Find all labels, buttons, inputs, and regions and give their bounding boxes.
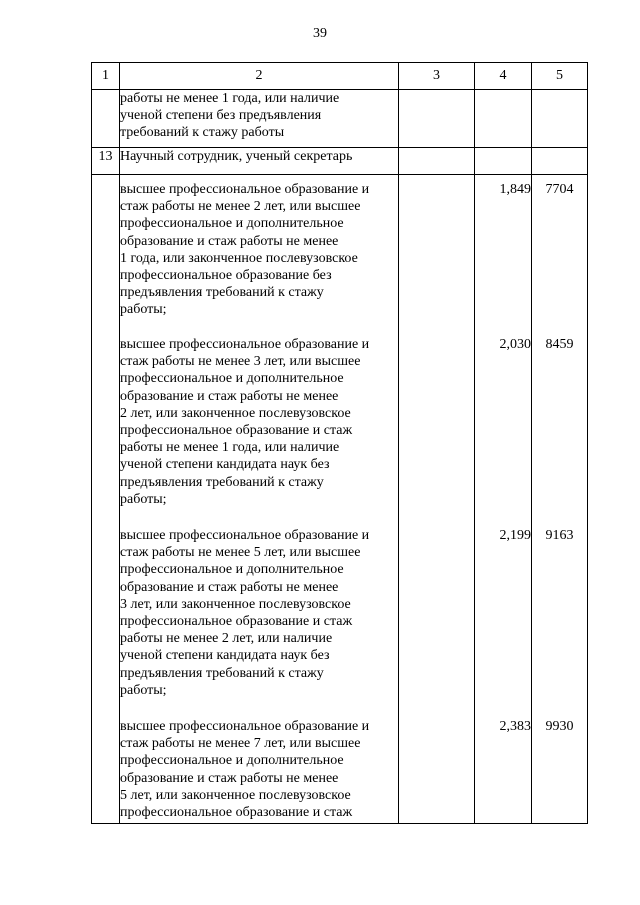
text-line: профессиональное и дополнительное <box>120 216 344 232</box>
entries-row <box>92 175 588 824</box>
entries-number <box>92 175 120 824</box>
text-line: профессиональное и дополнительное <box>120 562 344 578</box>
text-line: предъявления требований к стажу <box>120 285 324 301</box>
header-col-5: 5 <box>532 63 588 90</box>
coef-2: 2,030 <box>499 337 531 352</box>
text-line: работы не менее 2 лет, или наличие <box>120 631 333 647</box>
coef-3: 2,199 <box>499 528 531 543</box>
entry-text-3 <box>120 527 398 718</box>
header-col-4: 4 <box>475 63 532 90</box>
continuation-col-4 <box>475 90 532 148</box>
text-line: профессиональное образование и стаж <box>120 614 353 630</box>
text-line: работы не менее 1 года, или наличие <box>120 440 340 456</box>
text-line: ученой степени кандидата наук без <box>120 457 330 473</box>
text-line: работы не менее 1 года, или наличие <box>120 91 340 106</box>
page-number: 39 <box>313 26 327 41</box>
coef-1: 1,849 <box>499 182 531 197</box>
header-col-3: 3 <box>399 63 475 90</box>
text-line: ученой степени без предъявления <box>120 108 322 124</box>
salary-3: 9163 <box>545 528 574 543</box>
continuation-col-5 <box>532 90 588 148</box>
text-line: профессиональное образование без <box>120 268 332 284</box>
text-line: профессиональное образование и стаж <box>120 805 353 821</box>
text-line: 5 лет, или законченное послевузовское <box>120 787 351 803</box>
section-title: Научный сотрудник, ученый секретарь <box>120 148 399 175</box>
entry-text-1 <box>120 181 398 336</box>
text-line: профессиональное и дополнительное <box>120 753 344 769</box>
continuation-number <box>92 90 120 148</box>
text-line: работы; <box>120 302 167 318</box>
entry-text-2 <box>120 336 398 527</box>
text-line: ученой степени кандидата наук без <box>120 648 330 664</box>
coef-4: 2,383 <box>499 719 531 734</box>
entries-text <box>120 175 399 824</box>
entry-text-4 <box>120 718 398 821</box>
section-col-5 <box>532 148 588 175</box>
section-number: 13 <box>92 148 120 175</box>
text-line: высшее профессиональное образование и <box>120 528 370 543</box>
text-line: стаж работы не менее 2 лет, или высшее <box>120 199 361 215</box>
entries-coef <box>475 175 532 824</box>
section-row <box>92 148 588 175</box>
text-line: предъявления требований к стажу <box>120 474 324 490</box>
text-line: стаж работы не менее 5 лет, или высшее <box>120 545 361 561</box>
header-col-2: 2 <box>120 63 399 90</box>
text-line: образование и стаж работы не менее <box>120 579 339 595</box>
salary-4: 9930 <box>545 719 574 734</box>
salary-1: 7704 <box>545 182 574 197</box>
text-line: образование и стаж работы не менее <box>120 388 339 404</box>
text-line: образование и стаж работы не менее <box>120 233 339 249</box>
header-col-1: 1 <box>92 63 120 90</box>
continuation-row <box>92 90 588 148</box>
text-line: образование и стаж работы не менее <box>120 770 339 786</box>
salary-2: 8459 <box>545 337 574 352</box>
text-line: работы; <box>120 491 167 507</box>
continuation-col-3 <box>399 90 475 148</box>
entries-col-3 <box>399 175 475 824</box>
section-col-4 <box>475 148 532 175</box>
text-line: профессиональное образование и стаж <box>120 423 353 439</box>
text-line: стаж работы не менее 7 лет, или высшее <box>120 736 361 752</box>
text-line: профессиональное и дополнительное <box>120 371 344 387</box>
text-line: требований к стажу работы <box>120 125 285 141</box>
text-line: стаж работы не менее 3 лет, или высшее <box>120 354 361 370</box>
continuation-text <box>120 90 399 148</box>
text-line: работы; <box>120 682 167 698</box>
entries-salary <box>532 175 588 824</box>
section-col-3 <box>399 148 475 175</box>
text-line: высшее профессиональное образование и <box>120 337 370 352</box>
text-line: 2 лет, или законченное послевузовское <box>120 405 351 421</box>
text-line: высшее профессиональное образование и <box>120 182 370 197</box>
text-line: высшее профессиональное образование и <box>120 719 370 734</box>
header-row <box>92 63 588 90</box>
salary-table <box>91 62 588 824</box>
text-line: 1 года, или законченное послевузовское <box>120 250 358 266</box>
text-line: предъявления требований к стажу <box>120 665 324 681</box>
text-line: 3 лет, или законченное послевузовское <box>120 596 351 612</box>
